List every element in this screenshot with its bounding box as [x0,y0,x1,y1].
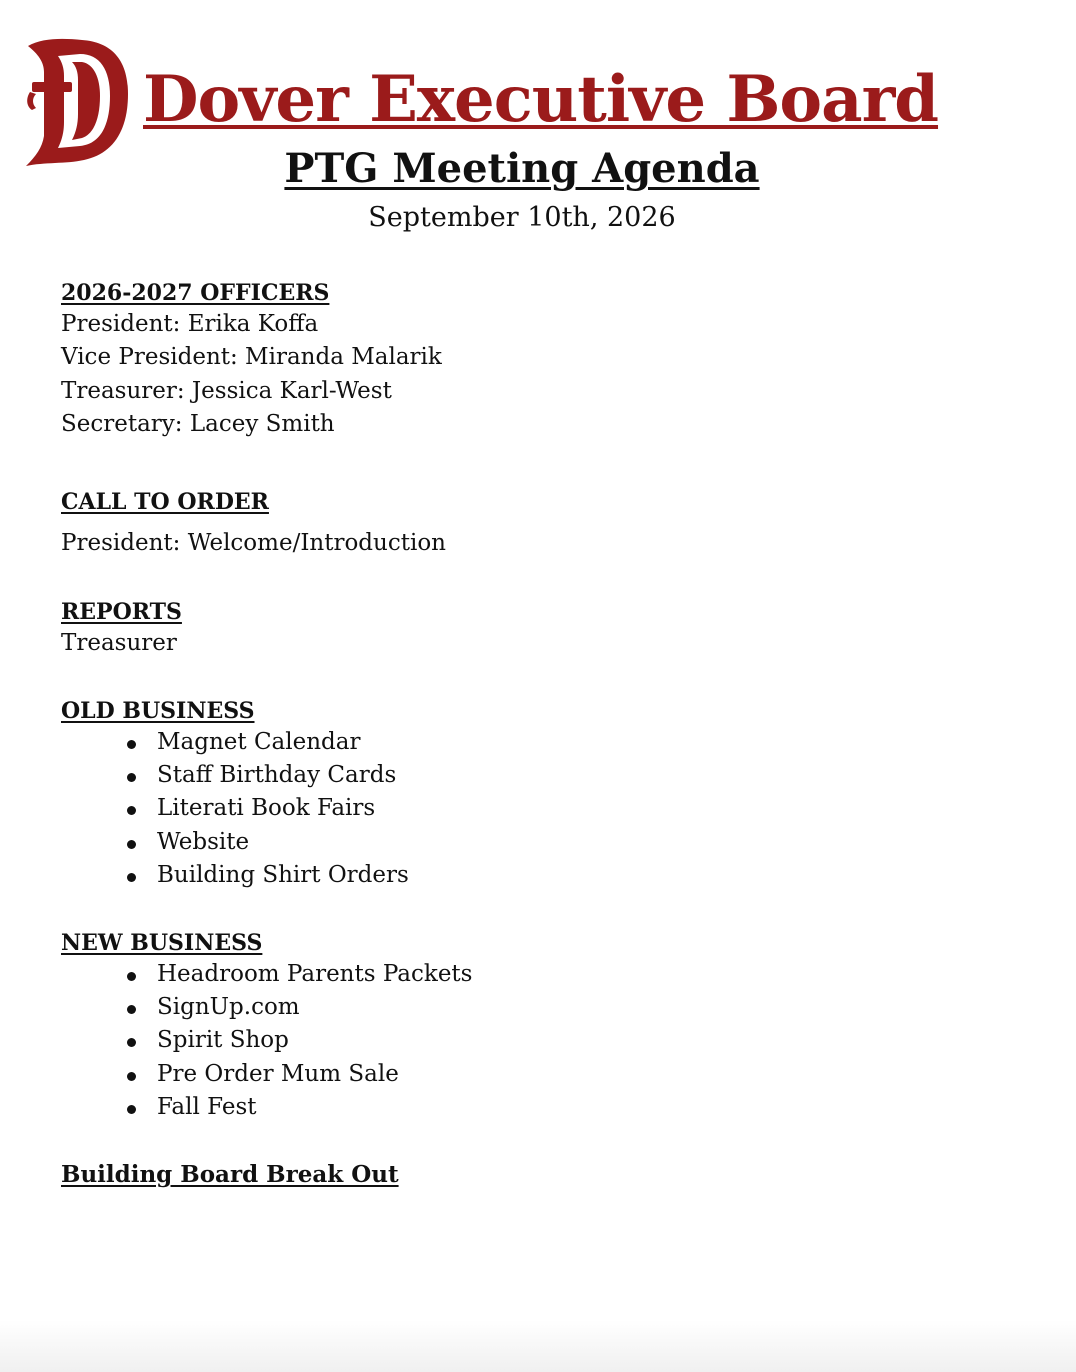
call-to-order-heading: CALL TO ORDER [61,489,269,515]
officer-vice-president: Vice President: Miranda Malarik [61,344,442,371]
officer-treasurer: Treasurer: Jessica Karl-West [61,377,392,404]
list-item [61,759,961,792]
bullet-icon [127,1105,136,1114]
list-item [61,792,961,825]
bullet-icon [127,773,136,782]
bullet-icon [127,806,136,815]
bullet-icon [127,840,136,849]
bullet-icon [127,873,136,882]
breakout-section [61,1160,961,1190]
list-item-text: SignUp.com [157,994,300,1021]
list-item [61,859,961,892]
bullet-icon [127,1005,136,1014]
officers-heading: 2026-2027 OFFICERS [61,280,330,306]
officer-president: President: Erika Koffa [61,311,319,337]
list-item-text: Spirit Shop [157,1027,289,1054]
list-item [61,1024,961,1057]
list-item-text: Staff Birthday Cards [157,762,397,789]
org-title: Dover Executive Board [143,62,939,137]
list-item [61,826,961,859]
bullet-icon [127,972,136,981]
old-business-section [61,696,961,892]
reports-heading: REPORTS [61,599,182,625]
bullet-icon [127,740,136,749]
officers-section [61,278,961,441]
old-business-list [61,726,961,892]
call-to-order-item: President: Welcome/Introduction [61,530,446,556]
call-to-order-section [61,487,961,560]
officer-secretary: Secretary: Lacey Smith [61,410,335,437]
bullet-icon [127,1038,136,1047]
reports-item: Treasurer [61,630,177,656]
list-item [61,958,961,991]
list-item [61,726,961,759]
list-item-text: Website [157,828,250,855]
new-business-list [61,958,961,1124]
new-business-heading: NEW BUSINESS [61,930,263,956]
bullet-icon [127,1072,136,1081]
list-item-text: Magnet Calendar [157,729,361,755]
list-item-text: Building Shirt Orders [157,861,409,888]
meeting-date: September 10th, 2026 [368,202,676,233]
reports-section [61,597,961,660]
list-item [61,1058,961,1091]
list-item-text: Literati Book Fairs [157,795,376,822]
old-business-heading: OLD BUSINESS [61,698,255,724]
list-item [61,991,961,1024]
list-item-text: Pre Order Mum Sale [157,1060,399,1087]
new-business-section [61,928,961,1124]
list-item-text: Headroom Parents Packets [157,961,473,987]
list-item [61,1091,961,1124]
list-item-text: Fall Fest [157,1093,257,1120]
breakout-heading: Building Board Break Out [61,1161,399,1188]
meeting-title: PTG Meeting Agenda [284,145,760,192]
